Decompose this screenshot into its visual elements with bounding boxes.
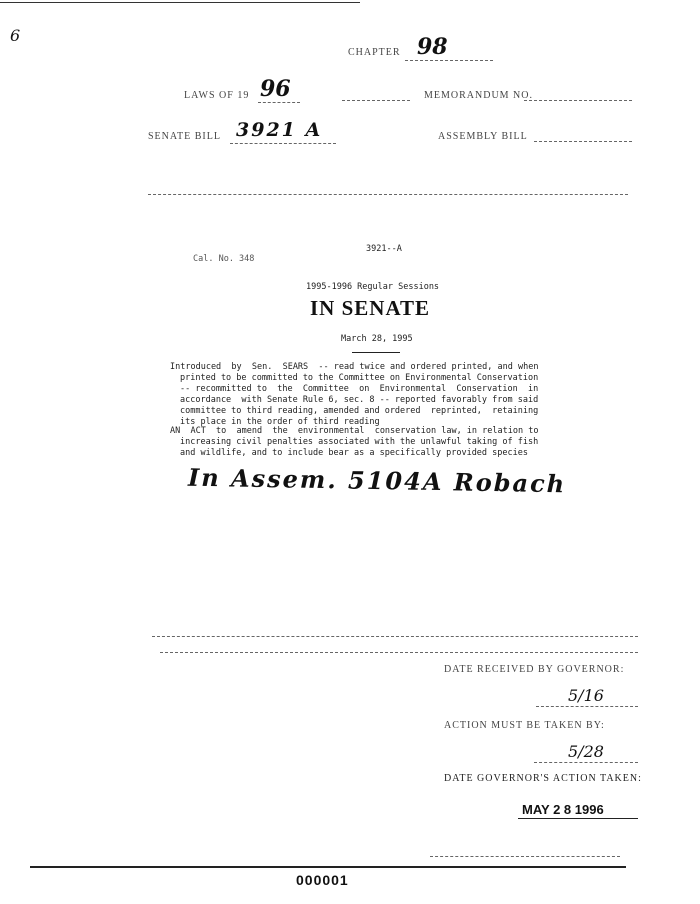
act-line: and wildlife, and to include bear as a specifically provided species: [180, 448, 528, 458]
introduced-line: printed to be committed to the Committee on Environmental Conservation: [180, 373, 539, 383]
date-rule: [352, 352, 400, 353]
cal-no: Cal. No. 348: [193, 254, 255, 264]
senate-bill-value: 3921 A: [236, 119, 323, 141]
bottom-rule-thin: [430, 856, 620, 857]
introduced-line: its place in the order of third reading: [180, 417, 380, 427]
separator-line-2: [160, 652, 638, 653]
introduced-line: Introduced by Sen. SEARS -- read twice and ordered printed, and when: [170, 362, 539, 372]
house-title: IN SENATE: [310, 296, 431, 320]
assembly-bill-field: [534, 141, 632, 142]
act-line: increasing civil penalties associated with the unlawful taking of fish: [180, 437, 539, 447]
introduced-line: -- recommitted to the Committee on Environmental Conservation in: [180, 384, 539, 394]
blank-line: [148, 194, 628, 195]
act-block: [170, 426, 538, 459]
introduced-line: committee to third reading, amended and ordered reprinted, retaining: [180, 406, 539, 416]
action-taken-rule: [518, 818, 638, 819]
action-by-value: 5/28: [568, 742, 604, 761]
session: 1995-1996 Regular Sessions: [306, 282, 440, 292]
page-number: 000001: [296, 872, 349, 888]
memorandum-field: [524, 100, 632, 101]
act-line: AN ACT to amend the environmental conservation law, in relation to: [170, 426, 539, 436]
separator-line-1: [152, 636, 638, 637]
laws-label: LAWS OF 19: [184, 90, 250, 101]
received-value: 5/16: [568, 686, 604, 705]
action-by-label: ACTION MUST BE TAKEN BY:: [444, 720, 605, 731]
chapter-label: CHAPTER: [348, 47, 401, 58]
handwritten-note: In Assem. 5104A Robach: [187, 462, 567, 499]
received-field: [536, 686, 638, 707]
introduced-block: [170, 362, 538, 428]
introduced-line: accordance with Senate Rule 6, sec. 8 -- reported favorably from said: [180, 395, 539, 405]
senate-bill-field: [230, 119, 336, 144]
assembly-bill-label: ASSEMBLY BILL: [438, 131, 528, 142]
senate-bill-label: SENATE BILL: [148, 131, 221, 142]
laws-value: 96: [260, 76, 291, 102]
chapter-value: 98: [417, 34, 448, 60]
bill-code: 3921--A: [366, 244, 402, 254]
received-label: DATE RECEIVED BY GOVERNOR:: [444, 664, 625, 675]
page-mark: 6: [10, 26, 21, 45]
bottom-rule-thick: [30, 866, 626, 868]
laws-extra-line: [342, 100, 410, 101]
action-by-field: [534, 742, 638, 763]
top-rule: [0, 2, 360, 3]
action-taken-label: DATE GOVERNOR'S ACTION TAKEN:: [444, 773, 642, 784]
laws-field: [258, 76, 300, 103]
memorandum-label: MEMORANDUM NO.: [424, 90, 534, 101]
action-taken-stamp: MAY 2 8 1996: [522, 802, 604, 817]
chapter-field: [405, 34, 493, 61]
date: March 28, 1995: [341, 334, 413, 344]
